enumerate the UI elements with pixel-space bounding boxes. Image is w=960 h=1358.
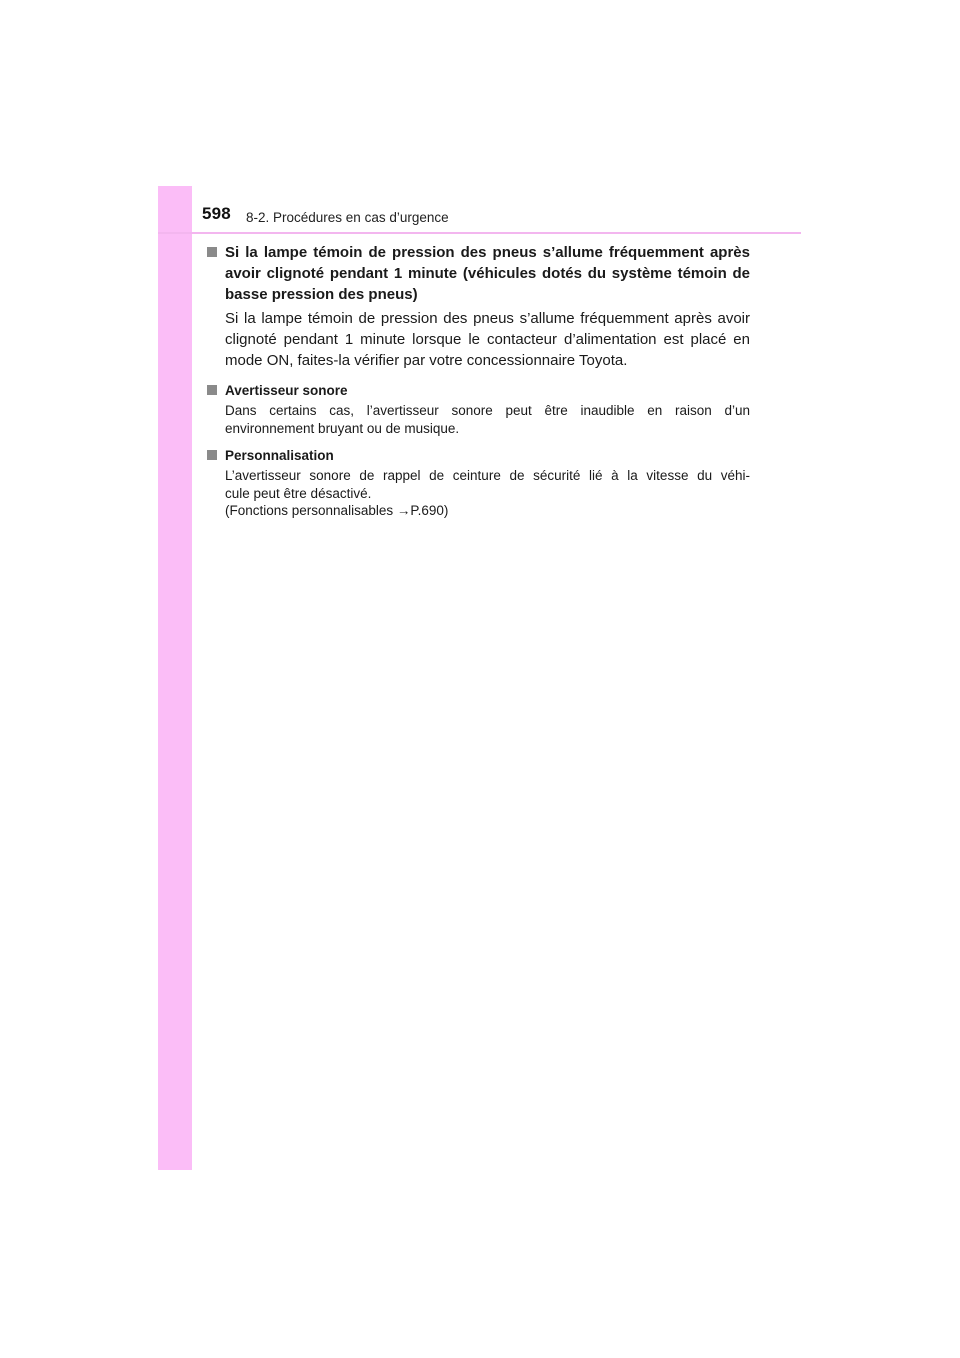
- section-heading: Avertisseur sonore: [225, 383, 348, 398]
- chapter-tab-band: [158, 186, 192, 1170]
- section-heading: Si la lampe témoin de pression des pneus s’allume fréquemment après avoir clignoté pendant 1 minute (véhicules dotés du système témoin de basse pression des pneus): [225, 244, 750, 303]
- section-title: 8-2. Procédures en cas d’urgence: [246, 210, 449, 225]
- bullet-square-icon: [207, 450, 217, 460]
- bullet-square-icon: [207, 247, 217, 257]
- bullet-square-icon: [207, 385, 217, 395]
- cross-reference-link[interactable]: (Fonctions personnalisables →P.690): [225, 503, 449, 518]
- body-line: L’avertisseur sonore de rappel de ceinture de sécurité lié à la vitesse du véhi-: [225, 468, 750, 483]
- page-content: [207, 242, 750, 520]
- body-line: cule peut être désactivé.: [225, 485, 372, 501]
- section-body: [225, 467, 750, 520]
- section-body: Si la lampe témoin de pression des pneus s’allume fréquemment après avoir clignoté pendant 1 minute lorsque le contacteur d’alimentation est placé en mode ON, faites-la vérifier par votre concessionnaire Toyota.: [225, 310, 750, 369]
- section-buzzer: [207, 381, 750, 437]
- section-body: Dans certains cas, l’avertisseur sonore peut être inaudible en raison d’un environnement bruyant ou de musique.: [225, 403, 750, 436]
- section-heading: Personnalisation: [225, 448, 334, 463]
- section-tire-pressure: [207, 242, 750, 371]
- header-rule: [158, 232, 801, 234]
- section-customization: [207, 446, 750, 520]
- page-number: 598: [202, 204, 231, 223]
